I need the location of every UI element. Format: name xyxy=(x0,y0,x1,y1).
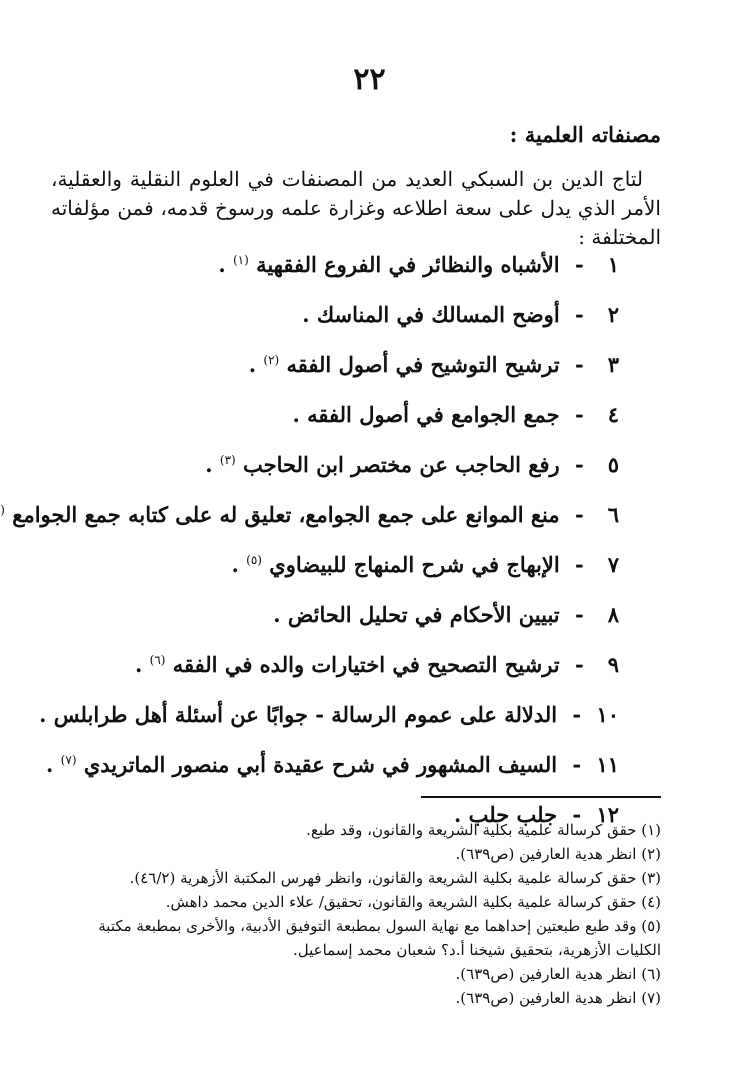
work-item xyxy=(0,295,619,345)
footnote: (٦) انظر هدية العارفين (ص٦٣٩). xyxy=(455,965,661,983)
work-dash: - xyxy=(572,702,582,727)
work-item xyxy=(0,695,619,745)
work-title: رفع الحاجب عن مختصر ابن الحاجب xyxy=(243,452,560,477)
work-item xyxy=(0,745,619,795)
work-end: . xyxy=(39,702,47,727)
footnote-reference: (٥) xyxy=(246,553,262,567)
work-end: . xyxy=(231,552,239,577)
work-end: . xyxy=(218,252,226,277)
work-number: ٣ xyxy=(607,352,619,377)
work-title: ترشيح التصحيح في اختيارات والده في الفقه xyxy=(172,652,560,677)
work-end: . xyxy=(302,302,310,327)
work-item xyxy=(0,545,619,595)
work-dash: - xyxy=(574,552,584,577)
work-title: تبيين الأحكام في تحليل الحائض xyxy=(287,602,560,627)
work-item xyxy=(0,645,619,695)
footnote: (٣) حقق كرسالة علمية بكلية الشريعة والقانون، وانظر فهرس المكتبة الأزهرية (٤٦/٢). xyxy=(129,869,661,887)
section-title: مصنفاته العلمية : xyxy=(509,122,661,147)
footnote: (٧) انظر هدية العارفين (ص٦٣٩). xyxy=(455,989,661,1007)
footnote-separator xyxy=(421,796,661,798)
work-number: ٩ xyxy=(607,652,619,677)
work-item xyxy=(0,345,619,395)
work-number: ١ xyxy=(607,252,619,277)
work-title: السيف المشهور في شرح عقيدة أبي منصور الماتريدي xyxy=(83,752,558,777)
work-dash: - xyxy=(574,452,584,477)
work-dash: - xyxy=(574,652,584,677)
footnote-reference: (١) xyxy=(232,253,249,267)
work-dash: - xyxy=(574,502,584,527)
work-dash: - xyxy=(574,602,584,627)
footnote-reference: ( xyxy=(0,503,5,517)
work-end: . xyxy=(248,352,257,377)
work-number: ٥ xyxy=(607,452,619,477)
footnote-reference: (٣) xyxy=(219,453,236,467)
work-title: جمع الجوامع في أصول الفقه xyxy=(307,402,560,427)
work-title: الدلالة على عموم الرسالة - جوابًا عن أسئلة أهل طرابلس xyxy=(53,702,558,727)
work-item xyxy=(0,395,619,445)
footnotes-list xyxy=(51,818,661,1010)
work-end: . xyxy=(454,802,462,827)
work-dash: - xyxy=(574,252,584,277)
footnote: (٥) وقد طبع طبعتين إحداهما مع نهاية السول بمطبعة التوفيق الأدبية، والأخرى بمطبعة مكتبة الكليات الأزهرية، بتحقيق شيخنا أ.د؟ شعبان محمد إسماعيل. xyxy=(98,917,661,959)
work-item xyxy=(0,245,619,295)
work-end: . xyxy=(205,452,213,477)
work-dash: - xyxy=(572,752,582,777)
work-item xyxy=(0,445,619,495)
work-title: الأشباه والنظائر في الفروع الفقهية xyxy=(256,252,560,277)
footnote: (٢) انظر هدية العارفين (ص٦٣٩). xyxy=(455,845,661,863)
intro-text: لتاج الدين بن السبكي العديد من المصنفات في العلوم النقلية والعقلية، الأمر الذي يدل على سعة اطلاعه وغزارة علمه ورسوخ قدمه، فمن مؤلفاته المختلفة : xyxy=(51,167,661,249)
page-number: ٢٢ xyxy=(353,62,386,97)
work-title: أوضح المسالك في المناسك xyxy=(316,302,560,327)
work-number: ١٢ xyxy=(596,802,619,827)
work-item xyxy=(0,495,619,545)
footnote: (١) حقق كرسالة علمية بكلية الشريعة والقانون، وقد طبع. xyxy=(306,821,661,839)
work-end: . xyxy=(46,752,54,777)
work-number: ٨ xyxy=(607,602,619,627)
footnote-reference: (٦) xyxy=(149,653,166,667)
intro-paragraph xyxy=(51,165,661,252)
footnote-reference: (٧) xyxy=(60,753,77,767)
work-number: ٤ xyxy=(607,402,619,427)
work-dash: - xyxy=(572,802,582,827)
works-list xyxy=(0,245,619,845)
work-title: منع الموانع على جمع الجوامع، تعليق له على كتابه جمع الجوامع xyxy=(12,502,560,527)
work-end: . xyxy=(292,402,300,427)
work-number: ١١ xyxy=(596,752,619,777)
work-end: . xyxy=(273,602,281,627)
work-number: ٧ xyxy=(607,552,619,577)
work-title: ترشيح التوشيح في أصول الفقه xyxy=(286,352,560,377)
work-title: جلب حلب xyxy=(468,802,558,827)
work-end: . xyxy=(135,652,143,677)
work-dash: - xyxy=(574,302,584,327)
work-number: ٦ xyxy=(607,502,619,527)
work-number: ١٠ xyxy=(596,702,619,727)
footnote: (٤) حقق كرسالة علمية بكلية الشريعة والقانون، تحقيق/ علاء الدين محمد داهش. xyxy=(165,893,661,911)
work-item xyxy=(0,595,619,645)
work-dash: - xyxy=(574,352,584,377)
work-title: الإبهاج في شرح المنهاج للبيضاوي xyxy=(269,552,560,577)
work-number: ٢ xyxy=(607,302,619,327)
work-dash: - xyxy=(574,402,584,427)
footnote-reference: (٢) xyxy=(263,353,280,367)
